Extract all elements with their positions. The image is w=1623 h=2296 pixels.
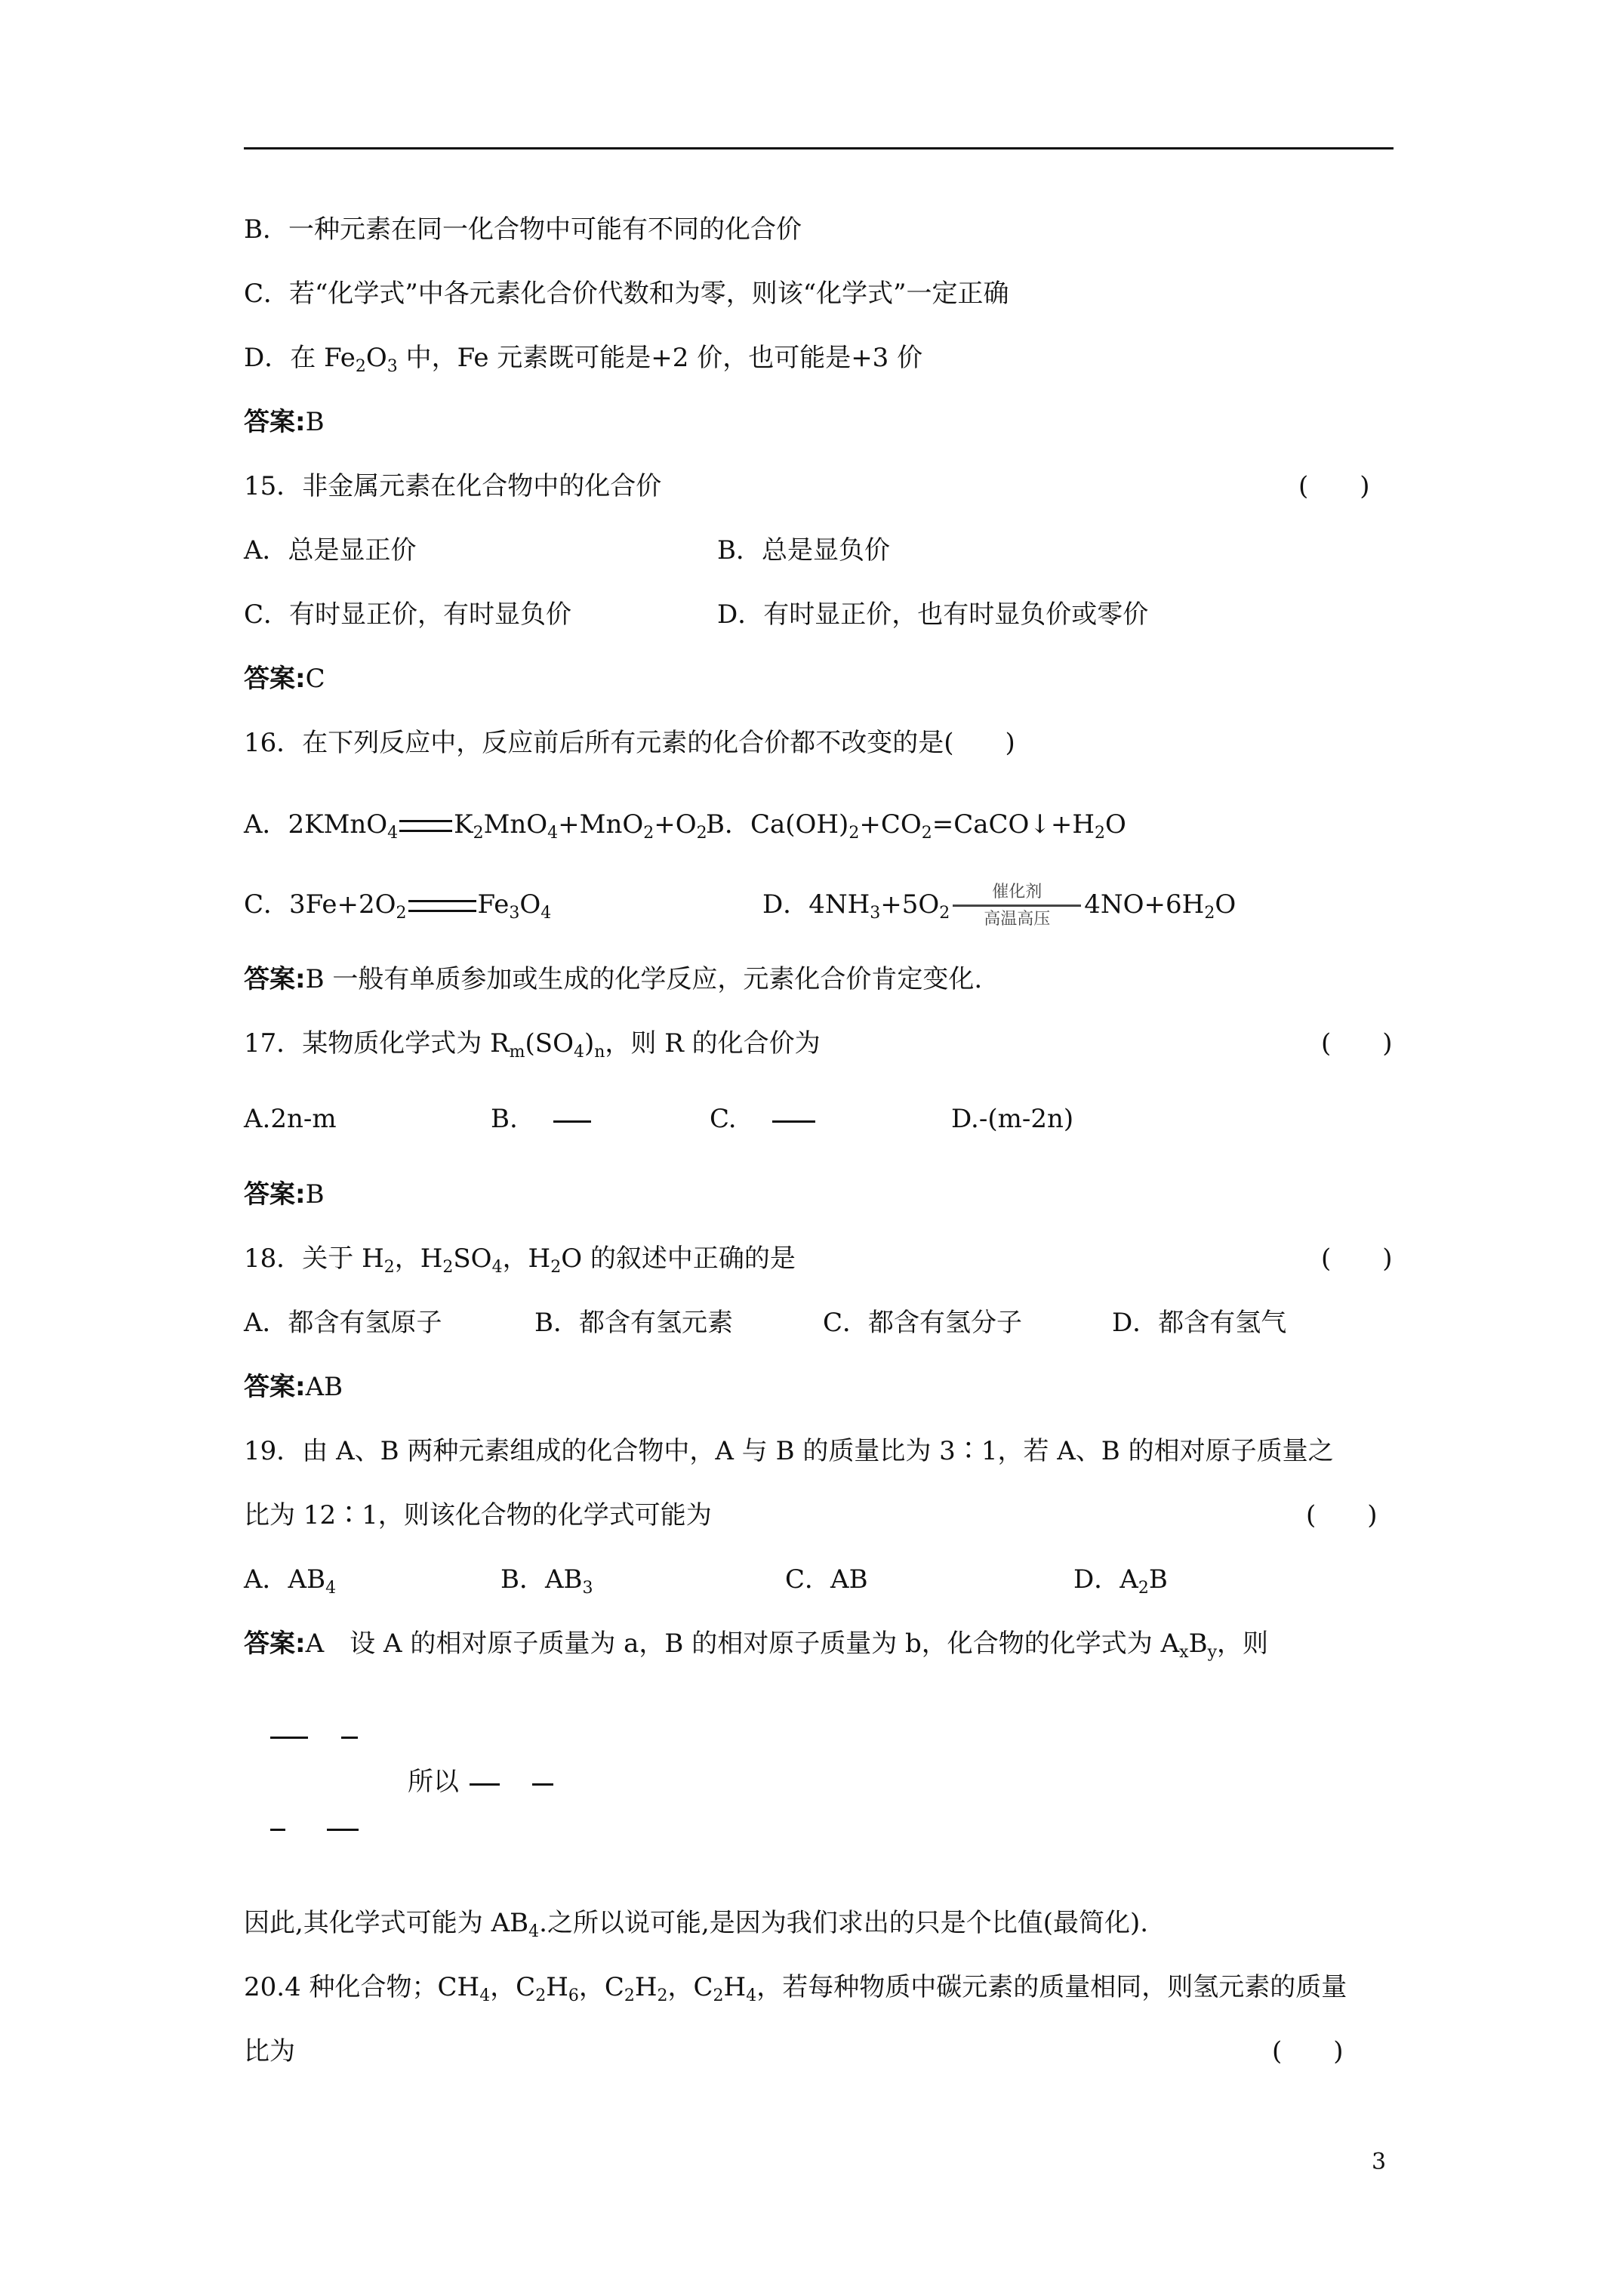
reaction-equals-sign: [399, 820, 452, 832]
q16-option-b: B．$Ca(OH)_2+CO_2=CaCO↓+H_2O$: [706, 809, 1126, 843]
q18-option-d: D．都含有氢气: [1112, 1308, 1287, 1338]
q20-stem-line2: 比为: [244, 2036, 295, 2066]
q17-option-b: B.: [491, 1104, 518, 1134]
q17-option-b-fraction-bar: [553, 1120, 591, 1123]
q16-stem: 16．在下列反应中，反应前后所有元素的化合价都不改变的是( ): [244, 728, 1015, 758]
q19-stem-line1: 19．由 A、B 两种元素组成的化合物中，A 与 B 的质量比为 3∶1，若 A、B 的相对原子质量之: [244, 1436, 1334, 1466]
header-rule: [244, 147, 1394, 149]
q14-answer: 答案:B: [244, 407, 325, 437]
q15-stem: 15．非金属元素在化合物中的化合价: [244, 471, 662, 501]
q14-option-c: C．若“化学式”中各元素化合价代数和为零，则该“化学式”一定正确: [244, 279, 1009, 309]
q16-option-d: D．$4NH_3+5O_2$ 催化剂 高温高压 $4NO+6H_2O$: [762, 883, 1236, 929]
q20-answer-blank: ( ): [1272, 2036, 1344, 2066]
derivation-fraction-bar: [270, 1829, 285, 1831]
derivation-suoyi: 所以: [408, 1767, 459, 1797]
q16-option-a: A．2KMnO$_4$ $K_2MnO_4+MnO_2+O_2$: [244, 809, 707, 843]
q19-answer-blank: ( ): [1306, 1500, 1378, 1530]
page-number: 3: [1372, 2149, 1387, 2175]
q19-option-a: A．$AB_4$: [244, 1564, 337, 1598]
q17-option-a: A.2n-m: [244, 1104, 337, 1134]
q17-option-d: D.-(m-2n): [951, 1104, 1074, 1134]
q14-option-d: D．在 $Fe_2O_3$ 中，Fe 元素既可能是+2 价，也可能是+3 价: [244, 343, 923, 376]
q14-option-b: B．一种元素在同一化合物中可能有不同的化合价: [244, 214, 802, 245]
q19-option-d: D．$A_2B$: [1073, 1564, 1168, 1598]
catalyst-condition: 催化剂 高温高压: [953, 882, 1081, 930]
q17-answer: 答案:B: [244, 1179, 325, 1210]
q17-answer-blank: ( ): [1321, 1028, 1393, 1059]
q17-stem: 17．某物质化学式为 $R_m(SO_4)_n$，则 R 的化合价为: [244, 1028, 821, 1062]
q19-conclusion: 因此,其化学式可能为 $AB_4$.之所以说可能,是因为我们求出的只是个比值(最简化).: [244, 1908, 1149, 1941]
q18-option-a: A．都含有氢原子: [244, 1308, 442, 1338]
q18-answer-blank: ( ): [1321, 1244, 1393, 1274]
q16-option-c: C．$3Fe+2O_2$ $Fe_3O_4$: [244, 889, 552, 923]
reaction-equals-sign: [408, 900, 476, 912]
derivation-fraction-bar: [470, 1783, 500, 1786]
derivation-fraction-bar: [270, 1737, 308, 1739]
q19-option-b: B．$AB_3$: [500, 1564, 593, 1598]
q17-option-c: C.: [710, 1104, 737, 1134]
q15-option-d: D．有时显正价，也有时显负价或零价: [717, 599, 1149, 630]
q19-answer: 答案:A 设 A 的相对原子质量为 a，B 的相对原子质量为 b，化合物的化学式为 $A_xB_y$，则: [244, 1629, 1268, 1662]
q18-stem: 18．关于 $H_2$，$H_2SO_4$，$H_2O$ 的叙述中正确的是: [244, 1244, 796, 1277]
q19-option-c: C．AB: [785, 1564, 868, 1595]
q18-option-c: C．都含有氢分子: [823, 1308, 1023, 1338]
q16-answer: 答案:B 一般有单质参加或生成的化学反应，元素化合价肯定变化.: [244, 964, 983, 994]
q15-answer-blank: ( ): [1298, 471, 1370, 501]
derivation-fraction-bar: [341, 1737, 358, 1739]
q20-stem: 20.4 种化合物；$CH_4$，$C_2H_6$，$C_2H_2$，$C_2H_4$，若每种物质中碳元素的质量相同，则氢元素的质量: [244, 1972, 1347, 2005]
q19-stem-line2: 比为 12∶1，则该化合物的化学式可能为: [244, 1500, 712, 1530]
q15-answer: 答案:C: [244, 664, 325, 694]
derivation-fraction-bar: [327, 1829, 359, 1831]
q18-option-b: B．都含有氢元素: [534, 1308, 733, 1338]
q15-option-b: B．总是显负价: [717, 535, 890, 566]
q17-option-c-fraction-bar: [772, 1120, 815, 1123]
q15-option-c: C．有时显正价，有时显负价: [244, 599, 572, 630]
q15-option-a: A．总是显正价: [244, 535, 417, 566]
derivation-fraction-bar: [532, 1783, 553, 1786]
q18-answer: 答案:AB: [244, 1372, 343, 1402]
